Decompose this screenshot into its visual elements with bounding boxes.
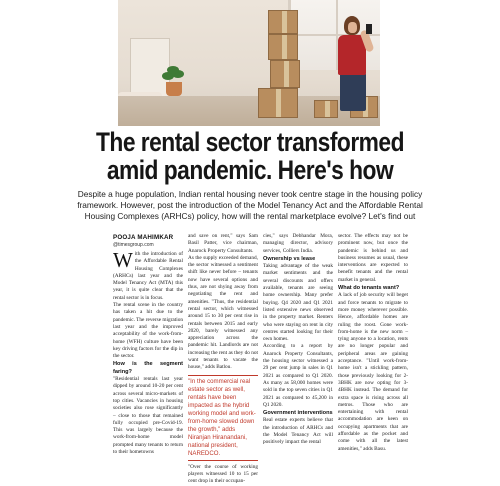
paragraph: Real estate experts believe that the introduction of ARHCs and the Model Tenancy Act will positively impact the rental <box>263 417 333 446</box>
article-column-2 <box>188 233 258 486</box>
paragraph: sector. The effects may not be prominent now, but once the pandemic is behind us and business resumes as usual, these interventions are expected to benefit tenants and the rental market in general. <box>338 233 408 283</box>
paragraph: A lack of job security will beget and force tenants to migrate to more money wherever possible. Hence, affordable homes are ruling the roost. Gone work-from-home is the new norm – tying anyone to a location, rents are no longer popular and peripheral areas are gaining acceptance. "Until work-from-home isn't a stickling pattern, those previously looking for 2-3BHK are now opting for 3-4BHK instead. The demand for extra space is rising across all metros. Those who are entertaining with rental accommodation are keen on occupying apartments that are affordable as the pocket and come with all the latest amenities," adds Basu. <box>338 292 408 452</box>
headline-line-2: amid pandemic. Here's how <box>106 155 394 185</box>
paragraph: According to a report by Anarock Property Consultants, the housing sector witnessed a 29 per cent jump in sales in Q1 2021 as compared to Q1 2020. As many as 58,000 homes were sold in the top seven cities in Q1 2021 as compared to 45,200 in Q1 2020. <box>263 343 333 408</box>
paragraph: and save on rent," says Sam Basil Patter, vice chairman, Anarock Property Consultants. <box>188 233 258 254</box>
cardboard-box <box>258 88 298 118</box>
headline <box>35 128 465 184</box>
paragraph: The rental scene in the country has taken a hit due to the pandemic. The reverse migration last year and the improved acceptability of the work-from-home (WFH) culture have been key driving factors for the dip in the sector. <box>113 302 183 360</box>
plant-pot <box>166 82 182 96</box>
paragraph: Taking advantage of the weak market sentiments and the several discounts and offers available, tenants are seeing home ownership. Many prefer buying. Q4 2020 and Q1 2021 listed extensive news observed in the property market. Renters who were staying on rent in city centres started looking for their own homes. <box>263 263 333 343</box>
phone-icon <box>366 24 372 34</box>
pull-quote <box>188 375 258 461</box>
article-column-4 <box>338 233 408 453</box>
cardboard-box <box>268 34 298 60</box>
byline-name: POOJA MAHIMKAR <box>113 234 174 241</box>
subheading: Ownership vs lease <box>263 255 316 262</box>
subheading: How is the segment faring? <box>113 361 183 375</box>
article-column-3 <box>263 233 333 447</box>
standfirst: Despite a huge population, Indian rental housing never took centre stage in the housing policy framework. However, post the introduction of the Model Tenancy Act and the Affordable Rental Housing Complexes (ARHCs) policy, how will the rental marketplace evolve? Let's find out <box>77 189 423 221</box>
drop-cap: W <box>113 248 133 272</box>
subheading: Government interventions <box>263 410 333 417</box>
pull-quote-text: "In the commercial real estate sector as well, rentals have been impacted as the hybrid working model and work-from-home slowed down the growth," adds Niranjan Hiranandani, national president, NAREDCO. <box>188 377 256 457</box>
paragraph: As the supply exceeded demand, the sector witnessed a sentiment shift like never before – tenants now have several options and thus, are not shying away from negotiating the rent and amenities. "Thus, the residential rental sector, which witnessed around 15 to 30 per cent rise in rentals between 2015 and early 2020, barely witnessed any appreciation across the pandemic hit. Landlords are not increasing the rent as they do not want tenants to vacate the house," adds Batlou. <box>188 254 259 371</box>
paragraph: cies," says Debhandar Mora, managing director, advisory services, Colliers India. <box>263 233 333 254</box>
cardboard-box <box>314 100 338 118</box>
paragraph: "Residential rentals last year dipped by around 10-20 per cent across several micro-markets of top cities. Vacancies in housing societies also rose significantly – close to those that remained fully occupied pre-Covid-19. This was largely because the work-from-home model prompted many tenants to return to their hometowns <box>113 376 183 456</box>
paragraph: "Over the course of working players witnessed 10 to 15 per cent drop in their occupan- <box>188 463 258 485</box>
article-column-1 <box>113 248 183 456</box>
person-legs <box>340 73 366 111</box>
headline-line-1: The rental sector transformed <box>96 127 404 157</box>
paragraph: ith the introduction of the Affordable Rental Housing Complexes (ARHCs) last year and the Model Tenancy Act (MTA) this year, it is quite clear that the rental sector is in focus. <box>113 251 183 301</box>
subheading: What do tenants want? <box>338 285 400 292</box>
cardboard-box <box>270 60 300 88</box>
byline-email: @timesgroup.com <box>113 242 154 248</box>
hero-photo <box>118 0 380 126</box>
person-face <box>348 22 357 33</box>
cardboard-box <box>268 10 298 34</box>
shelf <box>130 38 170 100</box>
